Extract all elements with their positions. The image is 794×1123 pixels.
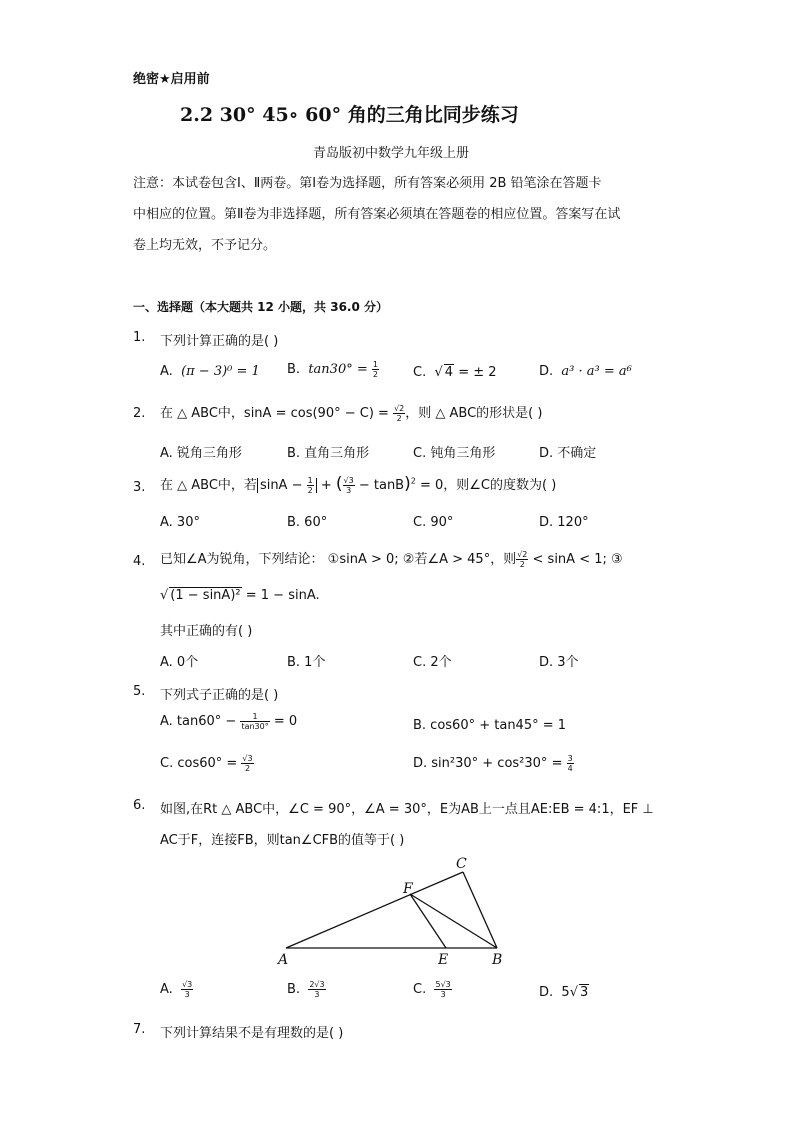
option-a: A. $\frac{√3}{3}$ bbox=[160, 980, 193, 999]
question-text-line-1: 如图,在Rt △ ABC中，∠C = 90°，∠A = 30°，E为AB上一点且AE:EB = 4:1，EF ⊥ bbox=[160, 802, 654, 817]
option-a: A. tan60° − $\frac{1}{\tan 30^\circ}$ = 0 bbox=[160, 712, 298, 731]
option-d: D. 5√ 3 bbox=[539, 985, 589, 1000]
segment-cb bbox=[463, 872, 497, 948]
option-d: D. a³ · a³ = a⁶ bbox=[539, 364, 632, 379]
label-c: C bbox=[456, 856, 467, 872]
option-d: D. 3个 bbox=[539, 655, 579, 670]
label-b: B bbox=[492, 952, 503, 968]
question-text-line-2: AC于F，连接FB，则tan∠CFB的值等于( ) bbox=[160, 833, 405, 848]
option-b: B. 1个 bbox=[287, 655, 326, 670]
question-text-line-2: √ (1 − sinA)² = 1 − sinA. bbox=[160, 588, 320, 603]
section-title: 一、选择题（本大题共 12 小题，共 36.0 分） bbox=[133, 300, 389, 314]
page-title: 2.2 30° 45∘ 60° 角的三角比同步练习 bbox=[180, 104, 519, 126]
option-a: A. 0个 bbox=[160, 655, 199, 670]
option-d: D. 120° bbox=[539, 515, 589, 530]
question-number: 4. bbox=[133, 554, 146, 569]
option-d: D. sin²30° + cos²30° = $\frac{3}{4}$ bbox=[413, 754, 573, 773]
secret-mark: 绝密★启用前 bbox=[133, 72, 210, 87]
option-c: C. 钝角三角形 bbox=[413, 446, 496, 461]
question-text: 下列计算正确的是( ) bbox=[160, 334, 279, 349]
option-b: B. 直角三角形 bbox=[287, 446, 370, 461]
option-c: C. $\frac{5√3}{3}$ bbox=[413, 980, 451, 999]
option-b: B. 60° bbox=[287, 515, 328, 530]
question-number: 2. bbox=[133, 406, 146, 421]
segment-fb bbox=[410, 894, 497, 948]
option-b: B. cos60° + tan45° = 1 bbox=[413, 718, 567, 733]
option-a: A. 锐角三角形 bbox=[160, 446, 242, 461]
option-a: A. (π − 3)⁰ = 1 bbox=[160, 364, 260, 379]
option-c: C. 2个 bbox=[413, 655, 452, 670]
question-text-line-3: 其中正确的有( ) bbox=[160, 624, 253, 639]
question-text: 下列计算结果不是有理数的是( ) bbox=[160, 1026, 344, 1041]
question-number: 5. bbox=[133, 684, 146, 699]
option-a: A. 30° bbox=[160, 515, 200, 530]
page-subtitle: 青岛版初中数学九年级上册 bbox=[313, 146, 470, 161]
geometry-figure bbox=[270, 850, 520, 970]
question-text: 下列式子正确的是( ) bbox=[160, 688, 279, 703]
notice-line-3: 卷上均无效，不予记分。 bbox=[133, 238, 277, 253]
label-a: A bbox=[278, 952, 289, 968]
question-text: 在 △ ABC中，sinA = cos(90° − C) = $\frac{√2}{2}$ ，则 △ ABC的形状是( ) bbox=[160, 404, 543, 423]
question-number: 3. bbox=[133, 480, 146, 495]
label-e: E bbox=[438, 952, 449, 968]
question-number: 6. bbox=[133, 798, 146, 813]
notice-line-2: 中相应的位置。第Ⅱ卷为非选择题，所有答案必须填在答题卷的相应位置。答案写在试 bbox=[133, 207, 621, 222]
notice-line-1: 注意：本试卷包含Ⅰ、Ⅱ两卷。第Ⅰ卷为选择题，所有答案必须用 2B 铅笔涂在答题卡 bbox=[133, 176, 602, 191]
option-b: B. $\frac{2√3}{3}$ bbox=[287, 980, 325, 999]
label-f: F bbox=[403, 881, 413, 897]
option-c: C. cos60° = $\frac{√3}{2}$ bbox=[160, 754, 253, 773]
question-text: 在 △ ABC中，若 sinA − $\frac{1}{2}$ + ( $\frac{√3}{3}$ − tanB)$^2$ = 0，则∠C的度数为( ) bbox=[160, 474, 557, 495]
segment-fe bbox=[410, 894, 446, 948]
question-number: 1. bbox=[133, 330, 146, 345]
option-b: B. tan30° = $\frac{1}{2}$ bbox=[287, 360, 378, 379]
option-c: C. 90° bbox=[413, 515, 454, 530]
question-number: 7. bbox=[133, 1022, 146, 1037]
option-c: C. √ 4 = ± 2 bbox=[413, 365, 497, 380]
question-text-line-1: 已知∠A为锐角，下列结论： ①sinA > 0; ②若∠A > 45°，则 $\frac{√2}{2}$ < sinA < 1; ③ bbox=[160, 550, 623, 569]
option-d: D. 不确定 bbox=[539, 446, 597, 461]
